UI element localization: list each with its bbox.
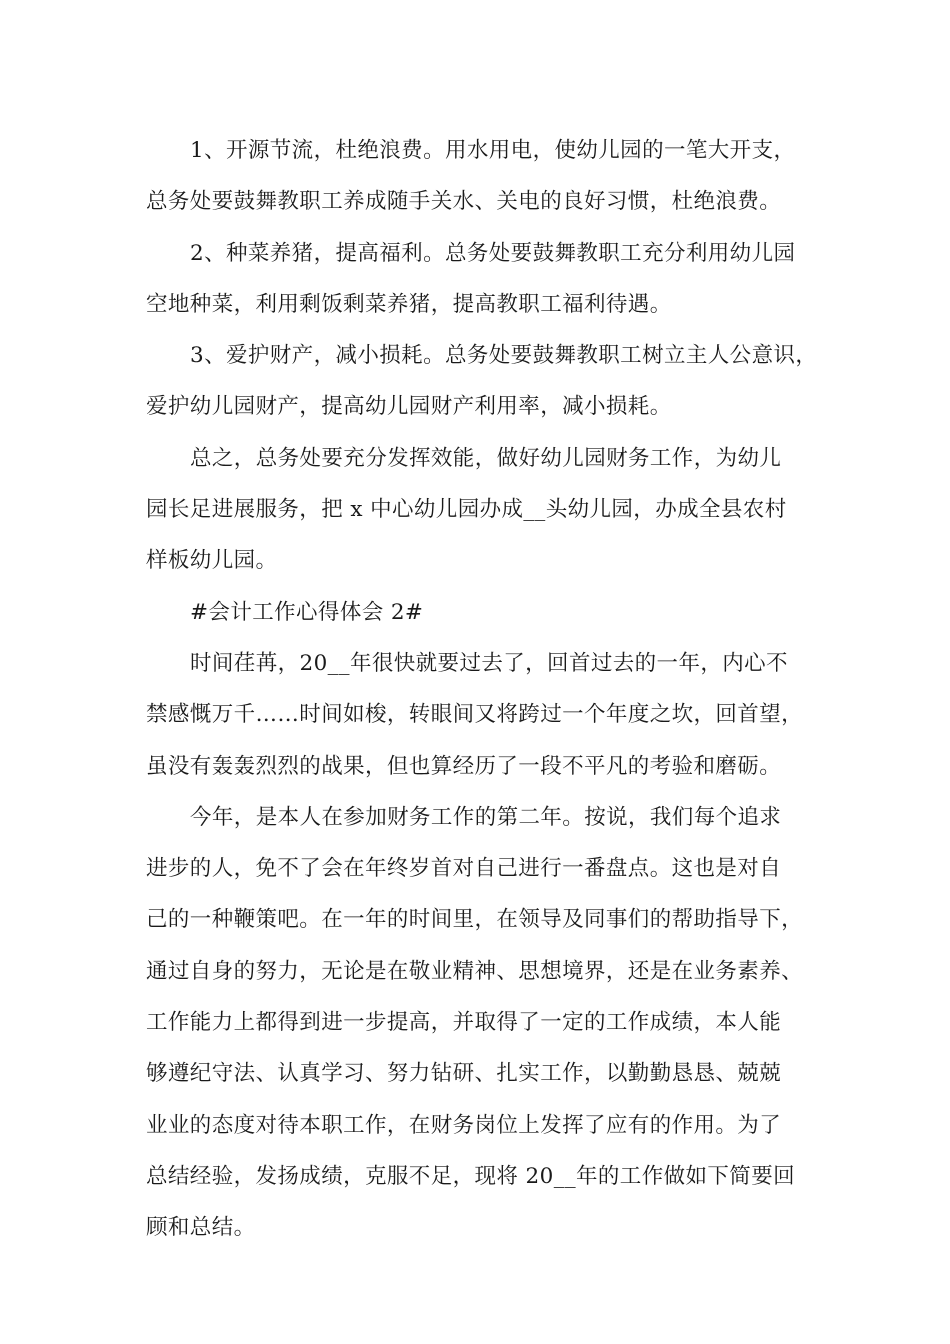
paragraph-line: 空地种菜，利用剩饭剩菜养猪，提高教职工福利待遇。 (146, 291, 672, 317)
paragraph-line: 己的一种鞭策吧。在一年的时间里，在领导及同事们的帮助指导下， (146, 907, 804, 933)
paragraph-line: 通过自身的努力，无论是在敬业精神、思想境界，还是在业务素养、 (146, 958, 804, 984)
paragraph-first-line: 2、种菜养猪，提高福利。总务处要鼓舞教职工充分利用幼儿园 (190, 240, 796, 266)
paragraph-line: 顾和总结。 (146, 1215, 256, 1241)
paragraph-first-line: 今年，是本人在参加财务工作的第二年。按说，我们每个追求 (190, 804, 782, 830)
paragraph-line: 业业的态度对待本职工作，在财务岗位上发挥了应有的作用。为了 (146, 1112, 782, 1138)
paragraph-first-line: #会计工作心得体会 2# (190, 599, 424, 625)
paragraph-first-line: 1、开源节流，杜绝浪费。用水用电，使幼儿园的一笔大开支， (190, 138, 796, 163)
paragraph-first-line: 3、爱护财产，减小损耗。总务处要鼓舞教职工树立主人公意识， (190, 343, 818, 369)
paragraph-line: 进步的人，免不了会在年终岁首对自己进行一番盘点。这也是对自 (146, 856, 782, 882)
paragraph-line: 工作能力上都得到进一步提高，并取得了一定的工作成绩，本人能 (146, 1010, 782, 1036)
paragraph-line: 样板幼儿园。 (146, 548, 278, 574)
paragraph-first-line: 总之，总务处要充分发挥效能，做好幼儿园财务工作，为幼儿 (190, 445, 782, 471)
paragraph-line: 园长足进展服务，把 x 中心幼儿园办成__头幼儿园，办成全县农村 (146, 497, 787, 523)
paragraph-line: 总务处要鼓舞教职工养成随手关水、关电的良好习惯，杜绝浪费。 (146, 189, 782, 215)
paragraph-line: 禁感慨万千……时间如梭，转眼间又将跨过一个年度之坎，回首望， (146, 702, 804, 728)
paragraph-first-line: 时间荏苒，20__年很快就要过去了，回首过去的一年，内心不 (190, 650, 788, 676)
paragraph-line: 总结经验，发扬成绩，克服不足，现将 20__年的工作做如下简要回 (146, 1163, 795, 1189)
paragraph-line: 够遵纪守法、认真学习、努力钻研、扎实工作，以勤勤恳恳、兢兢 (146, 1061, 782, 1087)
document-page (146, 131, 836, 1260)
paragraph-line: 爱护幼儿园财产，提高幼儿园财产利用率，减小损耗。 (146, 394, 672, 420)
paragraph-line: 虽没有轰轰烈烈的战果，但也算经历了一段不平凡的考验和磨砺。 (146, 753, 782, 779)
